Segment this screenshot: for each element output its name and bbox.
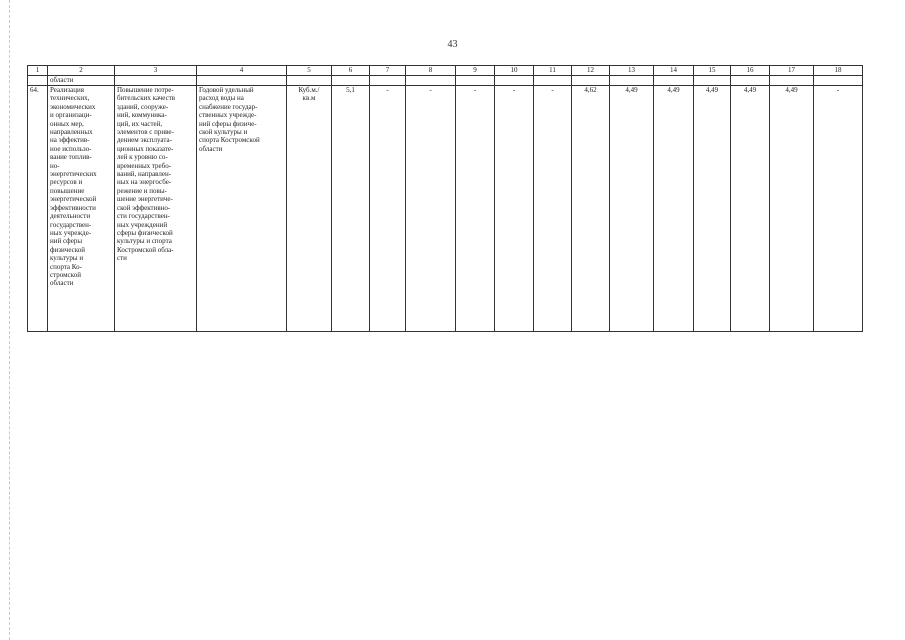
- column-header: 16: [731, 66, 770, 76]
- column-header: 17: [770, 66, 814, 76]
- value-cell: 4,62: [572, 86, 610, 332]
- column-header: 4: [197, 66, 287, 76]
- column-header: 13: [610, 66, 654, 76]
- column-header: 15: [694, 66, 731, 76]
- column-header: 11: [534, 66, 572, 76]
- column-number-row: [28, 66, 863, 76]
- row-number: 64.: [28, 86, 48, 332]
- table-row: [28, 86, 863, 332]
- page-number: 43: [447, 39, 458, 50]
- column-header: 7: [370, 66, 406, 76]
- column-header: 6: [332, 66, 370, 76]
- continuation-row: [28, 76, 863, 86]
- continuation-cell: области: [48, 76, 115, 86]
- column-header: 14: [654, 66, 694, 76]
- event-cell: Реализация технических, экономических и организаци- онных мер, направленных на эффектив- ное использо- вание топлив- но- энергетических ресурсов и повышение энергетической эффективности деятельности государствен- ных учрежде- ний сферы физической культуры и спорта Ко- стромской области: [48, 86, 115, 332]
- value-cell: -: [370, 86, 406, 332]
- value-cell: 4,49: [654, 86, 694, 332]
- value-cell: -: [495, 86, 534, 332]
- column-header: 8: [406, 66, 456, 76]
- column-header: 5: [287, 66, 332, 76]
- column-header: 1: [28, 66, 48, 76]
- program-table: [27, 65, 863, 332]
- value-cell: 4,49: [770, 86, 814, 332]
- value-cell: -: [406, 86, 456, 332]
- indicator-cell: Годовой удельный расход воды на снабжение государ- ственных учрежде- ний сферы физиче- ской культуры и спорта Костромской области: [197, 86, 287, 332]
- value-cell: -: [534, 86, 572, 332]
- value-cell: -: [814, 86, 863, 332]
- value-cell: -: [456, 86, 495, 332]
- unit-cell: Куб.м./ кв.м: [287, 86, 332, 332]
- column-header: 18: [814, 66, 863, 76]
- page-margin-rule: [9, 0, 10, 640]
- column-header: 12: [572, 66, 610, 76]
- value-cell: 4,49: [694, 86, 731, 332]
- column-header: 3: [115, 66, 197, 76]
- column-header: 2: [48, 66, 115, 76]
- column-header: 10: [495, 66, 534, 76]
- goal-cell: Повышение потре- бительских качеств зданий, сооруже- ний, коммуника- ций, их частей, элементов с приве- дением эксплуата- ционных показате- лей к уровню со- временных требо- ваний, направлен- ных на энергосбе- режение и повы- шение энергетиче- ской эффективно- сти государствен- ных учреждений сферы физической культуры и спорта Костромской обла- сти: [115, 86, 197, 332]
- column-header: 9: [456, 66, 495, 76]
- value-cell: 5,1: [332, 86, 370, 332]
- value-cell: 4,49: [610, 86, 654, 332]
- value-cell: 4,49: [731, 86, 770, 332]
